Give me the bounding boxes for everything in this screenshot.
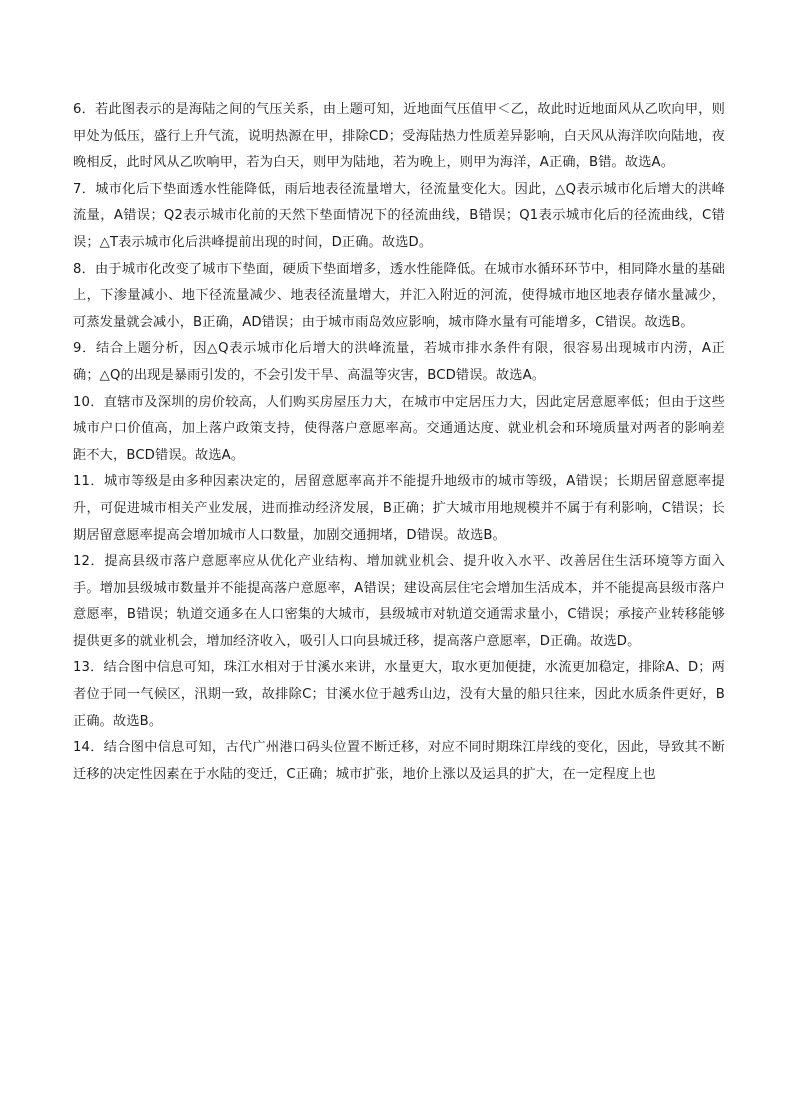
- answer-paragraph-11: 11．城市等级是由多种因素决定的，居留意愿率高并不能提升地级市的城市等级，A错误；长期居留意愿率提升，可促进城市相关产业发展，进而推动经济发展，B正确；扩大城市用地规模并不属于有利影响，C错误；长期居留意愿率提高会增加城市人口数量，加剧交通拥堵，D错误。故选B。: [73, 474, 725, 543]
- answer-paragraph-7: 7．城市化后下垫面透水性能降低，雨后地表径流量增大，径流量变化大。因此，△Q表示城市化后增大的洪峰流量，A错误；Q2表示城市化前的天然下垫面情况下的径流曲线，B错误；Q1表示城市化后的径流曲线，C错误；△T表示城市化后洪峰提前出现的时间，D正确。故选D。: [73, 181, 725, 250]
- answer-paragraph-14: 14．结合图中信息可知，古代广州港口码头位置不断迁移，对应不同时期珠江岸线的变化，因此，导致其不断迁移的决定性因素在于水陆的变迁，C正确；城市扩张，地价上涨以及运具的扩大，在一定程度上也: [73, 740, 725, 782]
- answer-paragraph-9: 9．结合上题分析，因△Q表示城市化后增大的洪峰流量，若城市排水条件有限，很容易出现城市内涝，A正确；△Q的出现是暴雨引发的，不会引发干旱、高温等灾害，BCD错误。故选A。: [73, 341, 725, 383]
- answer-paragraph-10: 10．直辖市及深圳的房价较高，人们购买房屋压力大，在城市中定居压力大，因此定居意愿率低；但由于这些城市户口价值高，加上落户政策支持，使得落户意愿率高。交通通达度、就业机会和环境质量对两者的影响差距不大，BCD错误。故选A。: [73, 394, 725, 463]
- answer-paragraph-13: 13．结合图中信息可知，珠江水相对于甘溪水来讲，水量更大，取水更加便捷，水流更加稳定，排除A、D；两者位于同一气候区，汛期一致，故排除C；甘溪水位于越秀山边，没有大量的船只往来，因此水质条件更好，B正确。故选B。: [73, 660, 725, 729]
- answer-paragraph-8: 8．由于城市化改变了城市下垫面，硬质下垫面增多，透水性能降低。在城市水循环环节中，相同降水量的基础上，下渗量减小、地下径流量减少、地表径流量增大，并汇入附近的河流，使得城市地区地表存储水量减少，可蒸发量就会减小，B正确，AD错误；由于城市雨岛效应影响，城市降水量有可能增多，C错误。故选B。: [73, 261, 725, 330]
- answer-paragraph-12: 12．提高县级市落户意愿率应从优化产业结构、增加就业机会、提升收入水平、改善居住生活环境等方面入手。增加县级城市数量并不能提高落户意愿率，A错误；建设高层住宅会增加生活成本，并不能提高县级市落户意愿率，B错误；轨道交通多在人口密集的大城市，县级城市对轨道交通需求量小，C错误；承接产业转移能够提供更多的就业机会，增加经济收入，吸引人口向县城迁移，提高落户意愿率，D正确。故选D。: [73, 554, 725, 649]
- answer-explanations: [73, 97, 725, 788]
- answer-paragraph-6: 6．若此图表示的是海陆之间的气压关系，由上题可知，近地面气压值甲＜乙，故此时近地面风从乙吹向甲，则甲处为低压，盛行上升气流，说明热源在甲，排除CD；受海陆热力性质差异影响，白天风从海洋吹向陆地，夜晚相反，此时风从乙吹响甲，若为白天，则甲为陆地，若为晚上，则甲为海洋，A正确，B错。故选A。: [73, 102, 725, 171]
